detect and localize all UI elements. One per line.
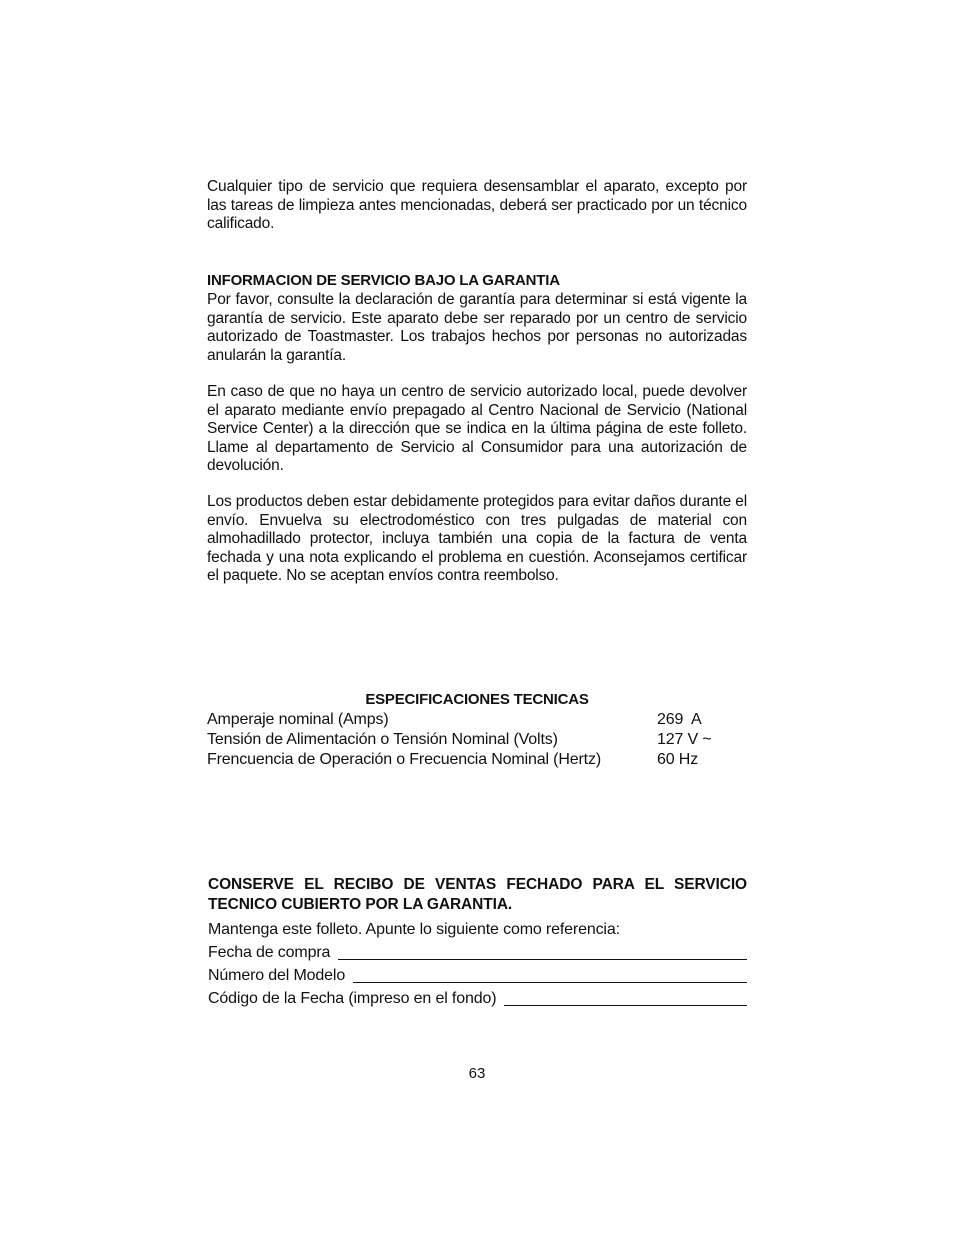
field-label: Número del Modelo — [208, 967, 346, 984]
spec-label: Amperaje nominal (Amps) — [207, 711, 389, 728]
write-in-line — [338, 959, 747, 960]
receipt-note: Mantenga este folleto. Apunte lo siguiente como referencia: — [208, 921, 620, 938]
spec-value: 269 A — [657, 711, 702, 728]
model-number-field — [208, 966, 747, 986]
purchase-date-field — [208, 943, 747, 963]
write-in-line — [353, 982, 747, 983]
intro-section — [207, 178, 747, 234]
field-label: Fecha de compra — [208, 944, 331, 961]
warranty-section — [207, 271, 747, 365]
specifications-section — [207, 689, 747, 770]
shipping-paragraph: Los productos deben estar debidamente protegidos para evitar daños durante el envío. Envuelva su electrodoméstico con tres pulgadas de material con almohadillado protector, incluya también una copia de la factura de venta fechada y una nota explicando el problema en cuestión. Aconsejamos certificar el paquete. No se aceptan envíos contra reembolso. — [207, 493, 747, 585]
spec-row-voltage — [207, 730, 747, 750]
intro-paragraph: Cualquier tipo de servicio que requiera desensamblar el aparato, excepto por las tareas de limpieza antes mencionadas, deberá ser practicado por un técnico calificado. — [207, 178, 747, 233]
receipt-section — [208, 875, 747, 1009]
spec-row-frequency — [207, 750, 747, 770]
spec-row-amperage — [207, 710, 747, 730]
specifications-title: ESPECIFICACIONES TECNICAS — [365, 691, 589, 708]
spec-label: Tensión de Alimentación o Tensión Nominal (Volts) — [207, 731, 558, 748]
spec-value: 60 Hz — [657, 751, 699, 768]
page-number: 63 — [468, 1065, 486, 1082]
spec-label: Frencuencia de Operación o Frecuencia Nominal (Hertz) — [207, 751, 602, 768]
field-label: Código de la Fecha (impreso en el fondo) — [208, 990, 497, 1007]
write-in-line — [504, 1005, 747, 1006]
return-section — [207, 383, 747, 476]
warranty-paragraph: Por favor, consulte la declaración de garantía para determinar si está vigente la garantía de servicio. Este aparato debe ser reparado por un centro de servicio autorizado de Toastmaster. Los trabajos hechos por personas no autorizadas anularán la garantía. — [207, 291, 747, 364]
date-code-field — [208, 989, 747, 1009]
return-paragraph: En caso de que no haya un centro de servicio autorizado local, puede devolver el aparato mediante envío prepagado al Centro Nacional de Servicio (National Service Center) a la dirección que se indica en la última página de este folleto. Llame al departamento de Servicio al Consumidor para una autorización de devolución. — [207, 383, 747, 475]
shipping-section — [207, 493, 747, 586]
receipt-heading: CONSERVE EL RECIBO DE VENTAS FECHADO PARA EL SERVICIO TECNICO CUBIERTO POR LA GARANTIA. — [208, 876, 747, 913]
warranty-heading: INFORMACION DE SERVICIO BAJO LA GARANTIA — [207, 272, 560, 289]
spec-value: 127 V ~ — [657, 731, 712, 748]
